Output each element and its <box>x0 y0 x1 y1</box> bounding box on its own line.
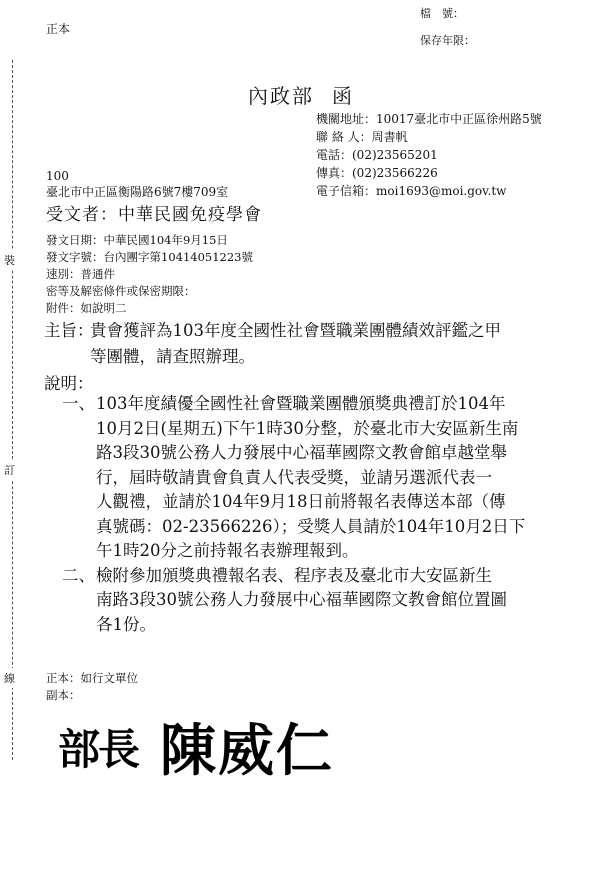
subject-line: 貴會獲評為103年度全國性社會暨職業團體績效評鑑之甲 <box>90 321 501 340</box>
secrecy-level: 密等及解密條件或保密期限： <box>46 284 196 298</box>
item-line: 路3段30號公務人力發展中心福華國際文教會館卓越堂舉 <box>96 443 507 462</box>
issue-date: 發文日期：中華民國104年9月15日 <box>46 233 228 247</box>
subject-line: 等團體，請查照辦理。 <box>90 347 255 366</box>
attachment-note: 附件：如說明二 <box>46 301 127 315</box>
delivery-speed: 速別：普通件 <box>46 267 115 281</box>
sender-contact-block <box>316 110 542 200</box>
issue-number: 發文字號：台內團字第10414051223號 <box>46 250 253 264</box>
binding-mark-3: 線 <box>4 668 15 688</box>
svg-text:陳威仁: 陳威仁 <box>160 718 334 784</box>
binding-mark-1: 裝 <box>4 250 15 270</box>
subject-section <box>44 318 501 370</box>
recipient-line: 受文者：中華民國免疫學會 <box>46 205 262 225</box>
sender-contact-person: 聯 絡 人：周書帆 <box>316 130 408 144</box>
item-line: 檢附參加頒獎典禮報名表、程序表及臺北市大安區新生 <box>96 565 492 585</box>
subject-label: 主旨： <box>44 321 94 340</box>
item-line: 人觀禮，並請於104年9月18日前將報名表傳送本部（傳 <box>96 492 506 511</box>
item-line: 午1時20分之前持報名表辦理報到。 <box>96 541 359 560</box>
explanation-label: 說明： <box>44 374 94 393</box>
svg-text:部長: 部長 <box>58 725 139 774</box>
item-number: 二、 <box>62 565 95 585</box>
sender-email: 電子信箱：moi1693@moi.gov.tw <box>316 184 507 198</box>
copies-block <box>46 670 138 704</box>
recipient-address-block <box>46 168 228 200</box>
item-line: 103年度績優全國性社會暨職業團體頒獎典禮訂於104年 <box>96 394 506 413</box>
title-doc-type: 函 <box>332 84 354 108</box>
file-number-label: 檔 號： <box>420 7 464 20</box>
explanation-body <box>62 392 525 637</box>
item-line: 各1份。 <box>96 614 156 634</box>
recipient-address: 臺北市中正區衡陽路6號7樓709室 <box>46 185 229 199</box>
duplicate-recipients: 副本： <box>46 688 81 702</box>
minister-signature <box>54 700 384 800</box>
sender-fax: 傳真：(02)23566226 <box>316 166 438 180</box>
retention-label: 保存年限： <box>420 34 475 47</box>
title-org: 內政部 <box>248 84 314 108</box>
item-line: 10月2日(星期五)下午1時30分整，於臺北市大安區新生南 <box>96 418 519 438</box>
original-recipients: 正本：如行文單位 <box>46 671 138 685</box>
item-number: 一、 <box>62 394 95 413</box>
item-line: 南路3段30號公務人力發展中心福華國際文教會館位置圖 <box>96 590 507 609</box>
document-meta <box>46 232 253 317</box>
recipient-postal-code: 100 <box>46 169 69 183</box>
item-line: 真號碼：02-23566226）；受獎人員請於104年10月2日下 <box>96 516 526 536</box>
binding-mark-2: 訂 <box>4 460 15 480</box>
sender-phone: 電話：(02)23565201 <box>316 148 438 162</box>
copy-label: 正本 <box>46 22 71 36</box>
item-line: 行，屆時敬請貴會負責人代表受獎，並請另選派代表一 <box>96 467 492 487</box>
binding-line <box>12 60 13 760</box>
sender-address: 機關地址：10017臺北市中正區徐州路5號 <box>316 112 542 126</box>
document-title <box>248 80 354 109</box>
